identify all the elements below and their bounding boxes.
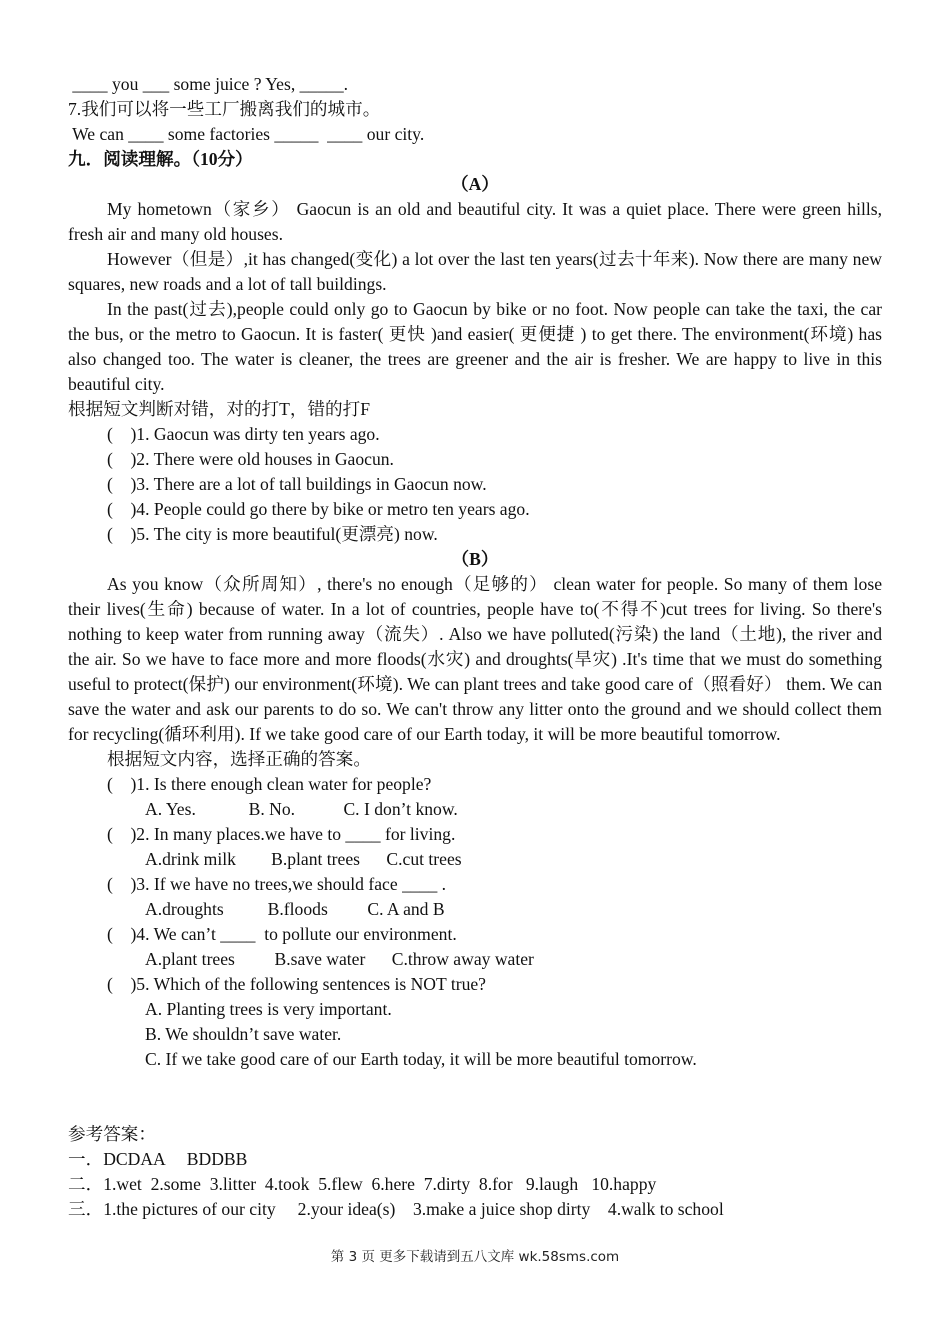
document-page <box>68 72 882 1222</box>
passage-b-heading: （B） <box>451 549 499 569</box>
passage-a-heading: （A） <box>451 174 499 194</box>
passage-b-paragraph: As you know（众所周知）, there's no enough（足够的） clean water for people. So many of them lose their lives(生命) because of water. In a lot of countries, people have to(不得不)cut trees for living. So there's nothing to keep water from running away（流失）. Also we have polluted(污染) the land（土地), the river and the air. So we have to face more and more floods(水灾) and droughts(旱灾) .It's time that we must do something useful to protect(保护) our environment(环境). We can plant trees and take good care of（照看好） them. We can save the water and ask our parents to do so. We can't throw any litter onto the ground and we should collect them for recycling(循环利用). If we take good care of our Earth today, it will be more beautiful tomorrow. <box>68 574 882 744</box>
passage-b-instruction: 根据短文内容，选择正确的答案。 <box>107 749 371 769</box>
question-item: ( )2. There were old houses in Gaocun. <box>107 449 394 469</box>
answer-line: 二．1.wet 2.some 3.litter 4.took 5.flew 6.here 7.dirty 8.for 9.laugh 10.happy <box>68 1174 657 1194</box>
answer-line: 三．1.the pictures of our city 2.your idea(s) 3.make a juice shop dirty 4.walk to school <box>68 1199 724 1219</box>
question-item: ( )4. People could go there by bike or metro ten years ago. <box>107 499 530 519</box>
question-7-chinese: 7.我们可以将一些工厂搬离我们的城市。 <box>68 99 381 119</box>
section-9-title: 九．阅读理解。（10分） <box>68 149 253 169</box>
question-item: ( )1. Is there enough clean water for people? <box>107 774 432 794</box>
passage-a-instruction: 根据短文判断对错，对的打T，错的打F <box>68 399 371 419</box>
question-item: ( )2. In many places.we have to ____ for living. <box>107 824 456 844</box>
question-item: ( )3. There are a lot of tall buildings in Gaocun now. <box>107 474 487 494</box>
question-item: ( )5. Which of the following sentences is NOT true? <box>107 974 486 994</box>
question-item: ( )4. We can’t ____ to pollute our environment. <box>107 924 457 944</box>
passage-a-paragraph: In the past(过去),people could only go to Gaocun by bike or no foot. Now people can take the taxi, the car the bus, or the metro to Gaocun. It is faster( 更快 )and easier( 更便捷 ) to get there. The environment(环境) has also changed too. The water is cleaner, the trees are greener and the air is fresher. We are happy to live in this beautiful city. <box>68 299 882 394</box>
question-options: A.plant trees B.save water C.throw away water <box>145 949 534 969</box>
question-options: A. Yes. B. No. C. I don’t know. <box>145 799 458 819</box>
question-7-english: We can ____ some factories _____ ____ our city. <box>68 124 425 144</box>
answers-title: 参考答案： <box>68 1124 156 1144</box>
passage-a-paragraph: However（但是）,it has changed(变化) a lot over the last ten years(过去十年来). Now there are many new squares, new roads and a lot of tall buildings. <box>68 249 882 294</box>
question-item: ( )1. Gaocun was dirty ten years ago. <box>107 424 380 444</box>
question-option-a: A. Planting trees is very important. <box>145 999 392 1019</box>
passage-a-paragraph: My hometown（家乡） Gaocun is an old and beautiful city. It was a quiet place. There were green hills, fresh air and many old houses. <box>68 199 882 244</box>
question-options: A.droughts B.floods C. A and B <box>145 899 445 919</box>
question-options: A.drink milk B.plant trees C.cut trees <box>145 849 462 869</box>
question-item: ( )3. If we have no trees,we should face ____ . <box>107 874 447 894</box>
question-6-blank-line: ____ you ___ some juice ? Yes, _____. <box>68 74 349 94</box>
question-option-c: C. If we take good care of our Earth today, it will be more beautiful tomorrow. <box>145 1049 697 1069</box>
answer-line: 一．DCDAA BDDBB <box>68 1149 248 1169</box>
page-footer: 第 3 页 更多下载请到五八文库 wk.58sms.com <box>330 1249 620 1265</box>
question-item: ( )5. The city is more beautiful(更漂亮) now. <box>107 524 438 544</box>
question-option-b: B. We shouldn’t save water. <box>145 1024 342 1044</box>
